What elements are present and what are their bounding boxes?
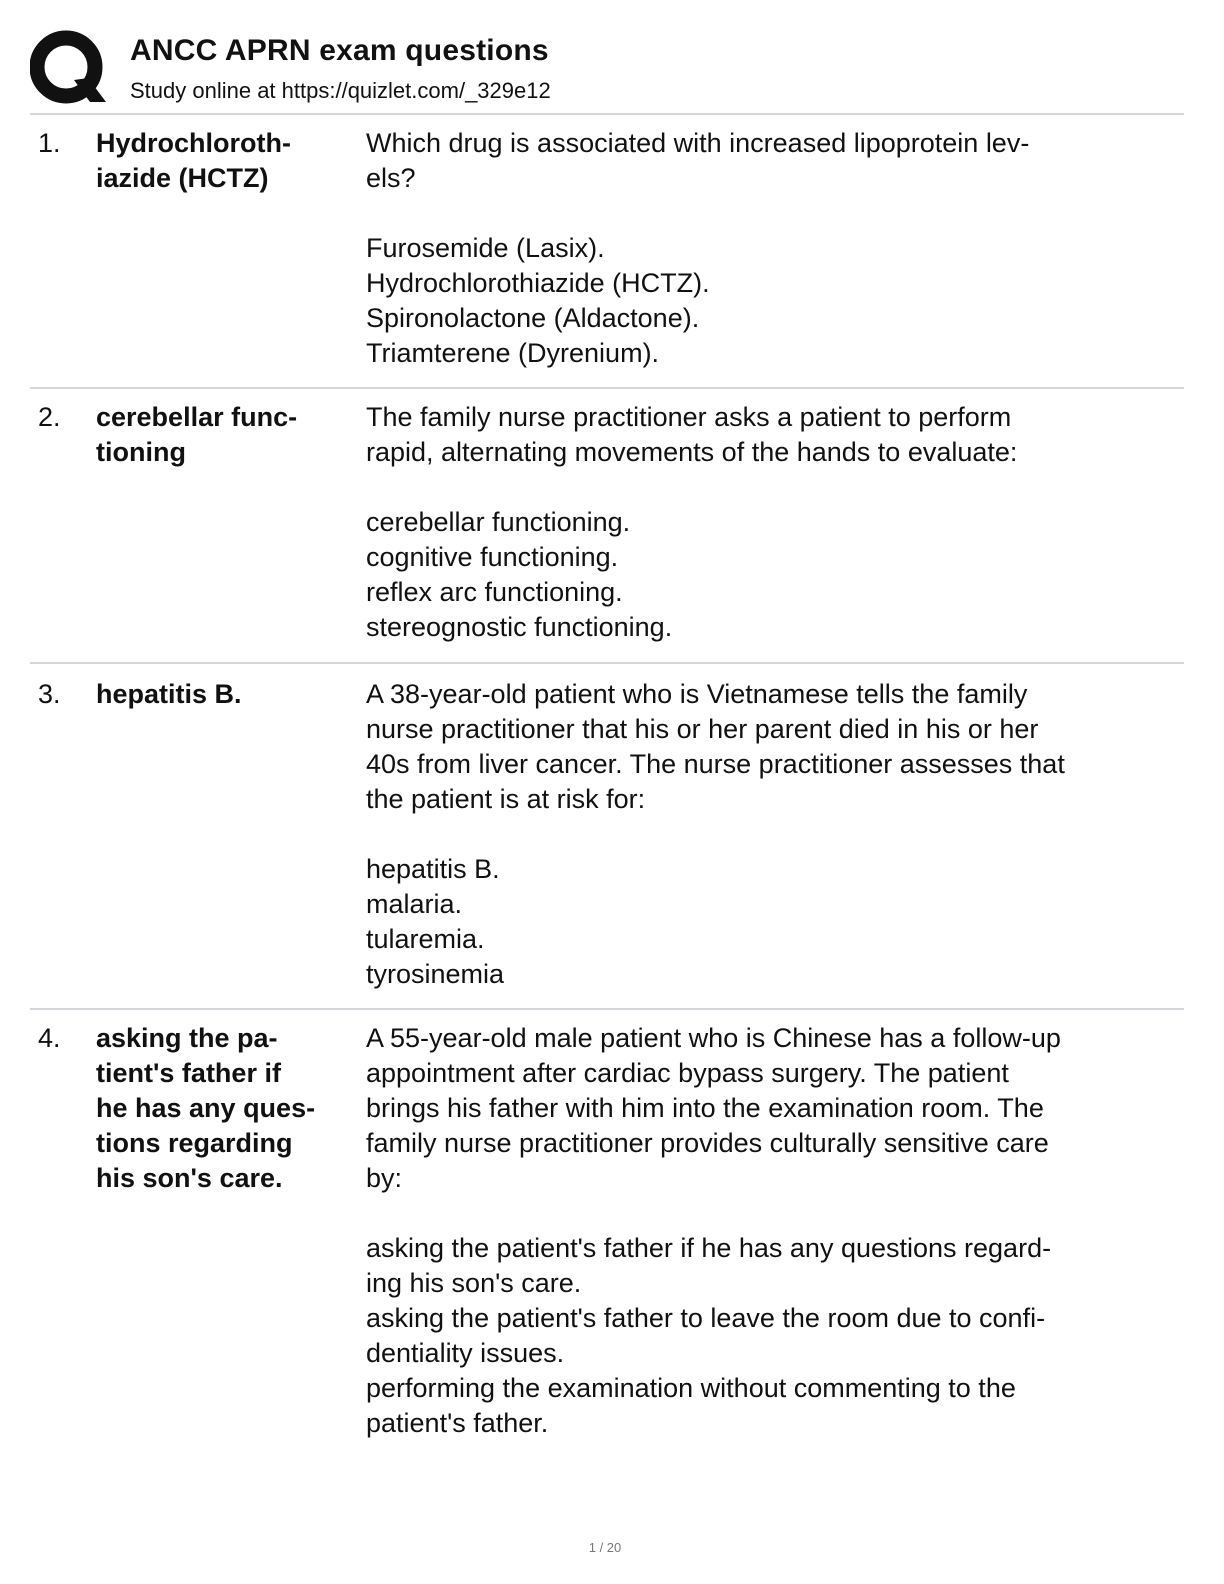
question-line: family nurse practitioner provides culturally sensitive care: [366, 1128, 1049, 1158]
answer-option: cerebellar functioning.: [366, 507, 631, 537]
card-definition: [366, 1021, 1182, 1441]
answer-option: ing his son's care.: [366, 1268, 582, 1298]
card-term: Hydrochloroth- iazide (HCTZ): [96, 128, 291, 193]
answer-option: asking the patient's father if he has any questions regard-: [366, 1233, 1052, 1263]
card-number: 1.: [38, 128, 61, 158]
answer-option: Triamterene (Dyrenium).: [366, 338, 660, 368]
answer-option: Hydrochlorothiazide (HCTZ).: [366, 268, 710, 298]
question-line: rapid, alternating movements of the hands to evaluate:: [366, 437, 1018, 467]
card-definition: [366, 400, 1182, 645]
answer-option: asking the patient's father to leave the room due to confi-: [366, 1303, 1046, 1333]
question-line: brings his father with him into the examination room. The: [366, 1093, 1044, 1123]
answer-option: reflex arc functioning.: [366, 577, 623, 607]
question-line: A 38-year-old patient who is Vietnamese tells the family: [366, 679, 1028, 709]
answer-option: tularemia.: [366, 924, 485, 954]
question-line: els?: [366, 163, 416, 193]
question-line: 40s from liver cancer. The nurse practitioner assesses that: [366, 749, 1065, 779]
question-line: by:: [366, 1163, 403, 1193]
answer-option: tyrosinemia: [366, 959, 505, 989]
answer-option: hepatitis B.: [366, 854, 500, 884]
answer-option: Furosemide (Lasix).: [366, 233, 605, 263]
question-line: Which drug is associated with increased lipoprotein lev-: [366, 128, 1030, 158]
question-line: the patient is at risk for:: [366, 784, 646, 814]
card-definition: [366, 126, 1182, 371]
question-line: A 55-year-old male patient who is Chinese has a follow-up: [366, 1023, 1061, 1053]
answer-option: cognitive functioning.: [366, 542, 619, 572]
card-term: hepatitis B.: [96, 679, 242, 709]
answer-option: dentiality issues.: [366, 1338, 565, 1368]
study-link-text: Study online at https://quizlet.com/_329e12: [130, 78, 551, 103]
page-number: 1 / 20: [588, 1540, 622, 1555]
card-term: asking the pa- tient's father if he has any ques- tions regarding his son's care.: [96, 1023, 316, 1193]
document-title: ANCC APRN exam questions: [130, 34, 549, 67]
question-line: The family nurse practitioner asks a patient to perform: [366, 402, 1012, 432]
header-divider: [30, 113, 1184, 115]
question-line: appointment after cardiac bypass surgery. The patient: [366, 1058, 1009, 1088]
card-number: 2.: [38, 402, 61, 432]
answer-option: stereognostic functioning.: [366, 612, 673, 642]
question-line: nurse practitioner that his or her parent died in his or her: [366, 714, 1039, 744]
answer-option: performing the examination without commenting to the: [366, 1373, 1016, 1403]
quizlet-logo-icon: [30, 30, 106, 106]
card-number: 4.: [38, 1023, 61, 1053]
card-divider: [30, 387, 1184, 389]
card-divider: [30, 1008, 1184, 1010]
card-number: 3.: [38, 679, 61, 709]
card-term: cerebellar func- tioning: [96, 402, 298, 467]
card-definition: [366, 677, 1182, 992]
answer-option: Spironolactone (Aldactone).: [366, 303, 700, 333]
answer-option: malaria.: [366, 889, 463, 919]
page-header: [30, 28, 1190, 112]
card-divider: [30, 662, 1184, 664]
answer-option: patient's father.: [366, 1408, 549, 1438]
